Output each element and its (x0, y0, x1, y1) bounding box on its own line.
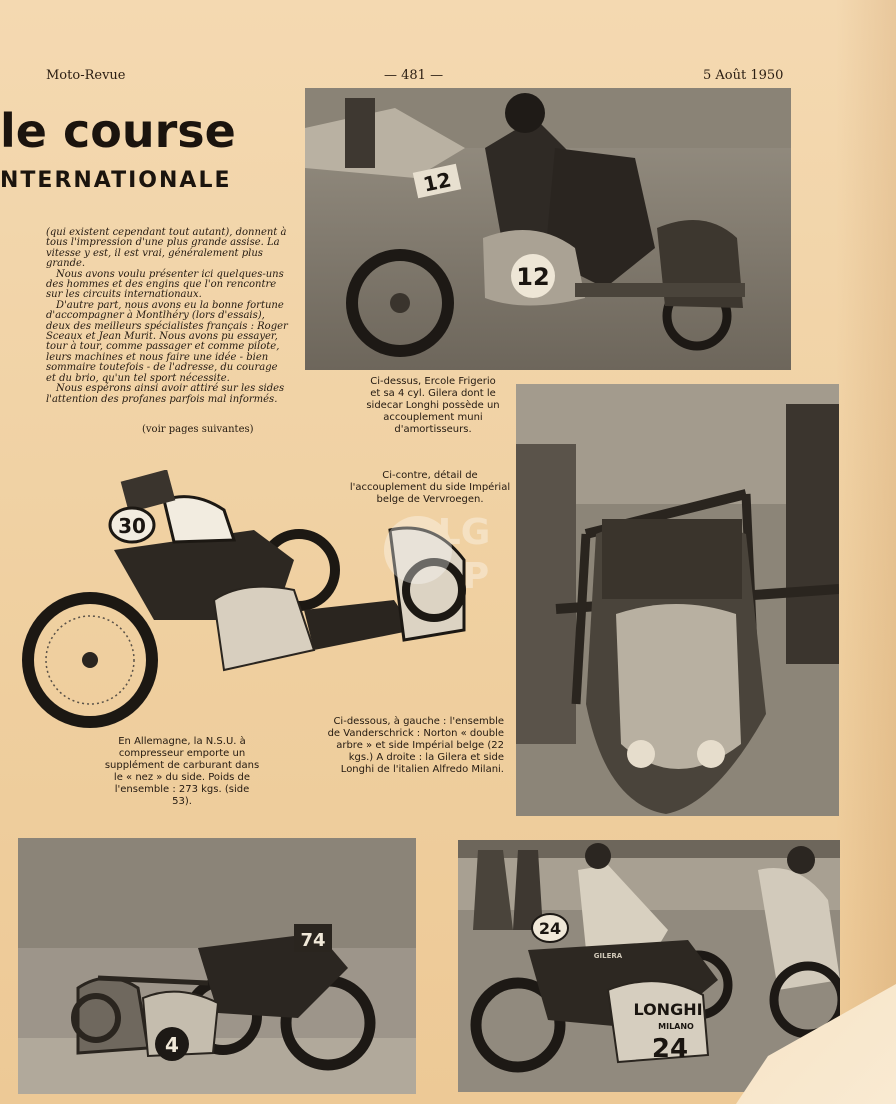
caption-frigerio: Ci-dessus, Ercole Frigerio et sa 4 cyl. Gilera dont le sidecar Longhi possède un accouplement muni d'amortisseurs. (366, 376, 500, 435)
photo-frigerio-sidecar (305, 88, 791, 370)
race-number-4: 4 (165, 1033, 179, 1057)
article-title: le course (0, 104, 236, 158)
page-shadow (836, 0, 896, 1104)
caption-nsu: En Allemagne, la N.S.U. à compresseur emporte un supplément de carburant dans le « nez » du side. Poids de l'ensemble : 273 kgs. (side 53). (104, 736, 260, 807)
issue-date: 5 Août 1950 (703, 68, 784, 83)
article-subtitle: NTERNATIONALE (0, 168, 232, 193)
race-number-12-front: 12 (421, 167, 454, 197)
sidecar-longhi-text: LONGHI (633, 1000, 703, 1019)
article-paragraph: Nous avons voulu présenter ici quelques-uns des hommes et des engins que l'on rencontre sur les circuits internationaux. (46, 268, 284, 301)
watermark-text-p: P (462, 556, 490, 597)
watermark-text-lg: LG (437, 512, 491, 553)
caption-below: Ci-dessous, à gauche : l'ensemble de Vanderschrick : Norton « double arbre » et side Impérial belge (22 kgs.) A droite : la Gilera et side Longhi de l'italien Alfredo Milani. (327, 716, 504, 775)
article-paragraph: Nous espérons ainsi avoir attiré sur les sides l'attention des profanes parfois mal informés. (46, 383, 285, 405)
see-pages-note: (voir pages suivantes) (142, 424, 254, 435)
race-number-24-front: 24 (538, 919, 562, 938)
article-body (46, 228, 290, 405)
race-number-24-side: 24 (651, 1034, 689, 1064)
sidecar-milano-text: MILANO (658, 1022, 694, 1031)
article-paragraph: D'autre part, nous avons eu la bonne fortune d'accompagner à Montlhéry (lors d'essais), deux des meilleurs spécialistes français : Roger Sceaux et Jean Murit. Nous avons pu essayer, tour à tour, comme passager et comme pilote, leurs machines et nous faire une idée - bien sommaire toutefois - de l'adresse, du courage et du brio, qu'un tel sport nécessite. (46, 299, 288, 384)
race-number-74: 74 (300, 930, 326, 951)
watermark-logo (376, 500, 516, 600)
photo-imperial-coupling (516, 384, 839, 816)
magazine-name: Moto-Revue (46, 68, 126, 83)
caption-imperial: Ci-contre, détail de l'accouplement du side Impérial belge de Vervroegen. (349, 470, 511, 505)
article-paragraph: (qui existent cependant tout autant), donnent à tous l'impression d'une plus grande assise. La vitesse y est, il est vrai, généralement plus grande. (46, 227, 287, 270)
photo-norton-vanderschrick (18, 838, 416, 1094)
page-number: — 481 — (384, 68, 444, 83)
race-number-30: 30 (118, 514, 146, 538)
race-number-12: 12 (516, 263, 550, 291)
gilera-tank-text: GILERA (593, 952, 623, 960)
